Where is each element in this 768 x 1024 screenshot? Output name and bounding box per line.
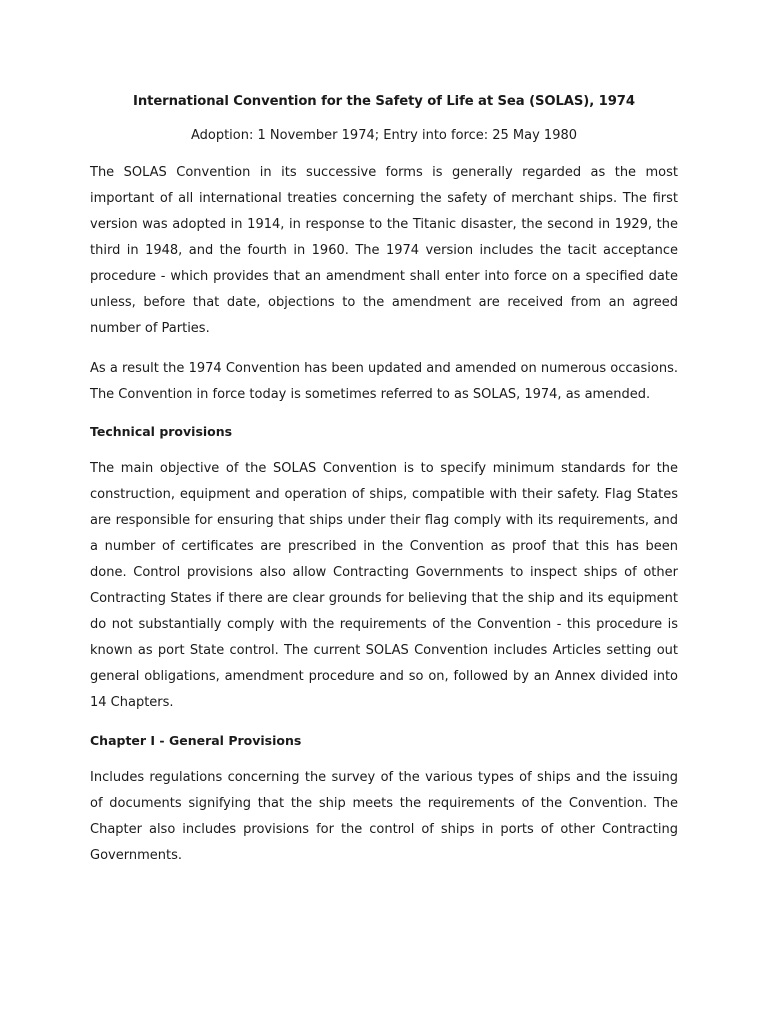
- section-heading-chapter-1: Chapter I - General Provisions: [90, 733, 302, 748]
- document-title: International Convention for the Safety of Life at Sea (SOLAS), 1974: [133, 94, 635, 109]
- intro-paragraph: The SOLAS Convention in its successive forms is generally regarded as the most important of all international treaties concerning the safety of merchant ships. The first version was adopted in 1914, in response to the Titanic disaster, the second in 1929, the third in 1948, and the fourth in 1960. The 1974 version includes the tacit acceptance procedure - which provides that an amendment shall enter into force on a specified date unless, before that date, objections to the amendment are received from an agreed number of Parties.: [90, 165, 678, 336]
- adoption-dates: Adoption: 1 November 1974; Entry into force: 25 May 1980: [190, 128, 578, 143]
- amendments-paragraph: As a result the 1974 Convention has been updated and amended on numerous occasions. The Convention in force today is sometimes referred to as SOLAS, 1974, as amended.: [90, 361, 678, 402]
- technical-provisions-paragraph: The main objective of the SOLAS Convention is to specify minimum standards for the construction, equipment and operation of ships, compatible with their safety. Flag States are responsible for ensuring that ships under their flag comply with its requirements, and a number of certificates are prescribed in the Convention as proof that this has been done. Control provisions also allow Contracting Governments to inspect ships of other Contracting States if there are clear grounds for believing that the ship and its equipment do not substantially comply with the requirements of the Convention - this procedure is known as port State control. The current SOLAS Convention includes Articles setting out general obligations, amendment procedure and so on, followed by an Annex divided into 14 Chapters.: [90, 461, 678, 710]
- section-heading-technical-provisions: Technical provisions: [90, 424, 233, 439]
- chapter-1-paragraph: Includes regulations concerning the survey of the various types of ships and the issuing of documents signifying that the ship meets the requirements of the Convention. The Chapter also includes provisions for the control of ships in ports of other Contracting Governments.: [90, 770, 678, 863]
- document-page: [90, 92, 678, 869]
